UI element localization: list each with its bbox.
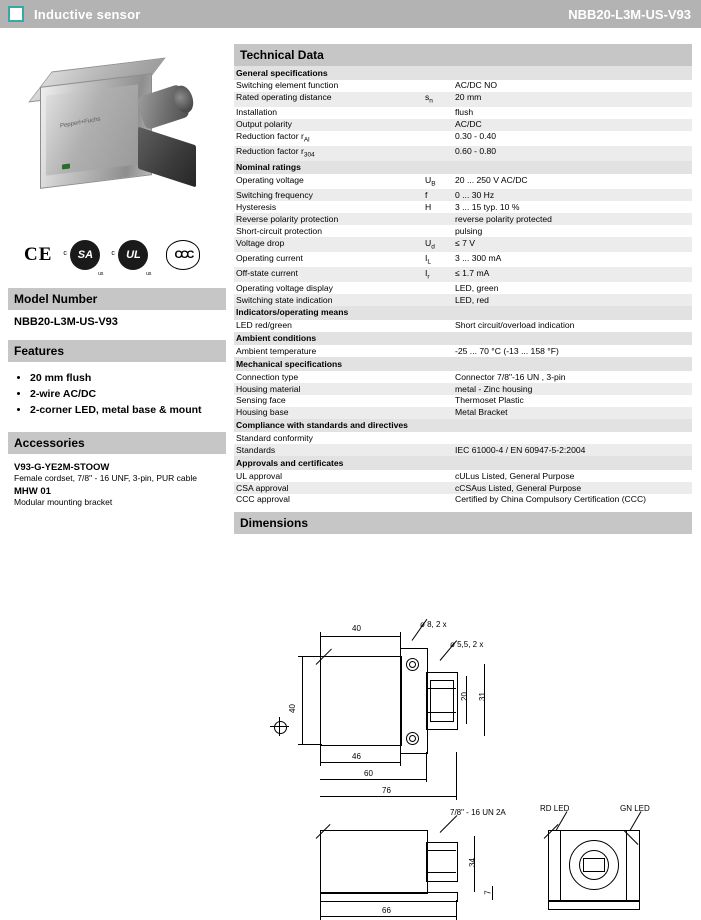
spec-value: Connector 7/8"-16 UN , 3-pin — [455, 371, 566, 382]
approval-logos — [8, 232, 226, 278]
technical-data-table — [234, 66, 692, 506]
spec-symbol — [423, 320, 453, 332]
spec-value: cCSAus Listed, General Purpose — [453, 482, 692, 494]
dim-line-40-side — [302, 656, 303, 744]
features-list — [14, 372, 220, 416]
top-view-hole-upper-inner — [409, 661, 416, 668]
spec-value: Metal Bracket — [453, 407, 692, 419]
side-view-thread-1 — [426, 850, 456, 851]
spec-symbol — [423, 225, 453, 237]
group-label: Compliance with standards and directives — [234, 419, 692, 433]
spec-symbol: $I_r$ — [423, 267, 453, 282]
spec-value: 20 mm — [453, 92, 692, 107]
spec-label: Hysteresis — [236, 201, 277, 212]
product-photo — [10, 38, 220, 228]
dim-label-hole55: ø 5,5, 2 x — [450, 639, 484, 649]
spec-value: metal - Zinc housing — [453, 383, 692, 395]
group-label: Mechanical specifications — [234, 357, 692, 371]
spec-symbol — [423, 213, 453, 225]
table-row — [234, 146, 692, 161]
table-row — [234, 119, 692, 131]
header-model-number: NBB20-L3M-US-V93 — [568, 6, 691, 22]
spec-label: Voltage drop — [234, 237, 423, 252]
right-column — [234, 44, 692, 915]
group-label: General specifications — [234, 66, 692, 80]
spec-value: ≤ 7 V — [453, 237, 692, 252]
spec-label: Reduction factor $r_{Al}$ — [236, 131, 310, 144]
spec-value: ≤ 1.7 mA — [453, 267, 692, 282]
leader-rd-led — [556, 811, 568, 831]
dim-ext-60-r — [426, 752, 427, 782]
table-row — [234, 371, 692, 383]
features-section — [8, 362, 226, 422]
spec-value: -25 ... 70 °C (-13 ... 158 °F) — [455, 345, 559, 356]
table-row — [234, 345, 692, 357]
center-mark-icon — [274, 721, 287, 734]
spec-label: Connection type — [236, 371, 299, 382]
spec-label: Standard conformity — [236, 433, 313, 444]
center-mark-v — [279, 717, 280, 736]
dim-label-thread: 7/8" - 16 UN 2A — [450, 807, 506, 817]
table-row — [234, 294, 692, 306]
spec-symbol — [423, 345, 453, 357]
spec-symbol — [423, 371, 453, 383]
spec-label: Short-circuit protection — [236, 225, 322, 236]
front-view-inner-left — [560, 830, 561, 900]
dim-line-76 — [320, 796, 456, 797]
page-title: Inductive sensor — [34, 6, 141, 22]
group-label: Ambient conditions — [234, 332, 692, 346]
list-item: • 20 mm flush — [30, 372, 220, 384]
dim-ext-40-right — [400, 632, 401, 656]
side-view-connector — [426, 842, 458, 882]
ul-mark-suffix: us — [146, 271, 152, 277]
spec-value: reverse polarity protected — [453, 213, 692, 225]
table-row — [234, 407, 692, 419]
dim-ext-46-r — [400, 744, 401, 766]
accessories-section — [8, 454, 226, 512]
side-view-base — [320, 892, 458, 902]
spec-value: LED, red — [453, 294, 692, 306]
spec-symbol: f — [423, 189, 453, 201]
spec-label: CCC approval — [236, 494, 290, 505]
table-row — [234, 201, 692, 213]
dim-label-hole8: ø 8, 2 x — [420, 619, 447, 629]
dim-label-60: 60 — [364, 768, 373, 778]
dim-label-34: 34 — [467, 857, 477, 867]
table-row — [234, 494, 692, 506]
table-row — [234, 470, 692, 482]
table-row — [234, 267, 692, 282]
model-number-section — [8, 310, 226, 330]
spec-symbol — [423, 107, 453, 119]
spec-value: IEC 61000-4 / EN 60947-5-2:2004 — [453, 444, 692, 456]
spec-label: Ambient temperature — [236, 345, 317, 356]
table-row — [234, 225, 692, 237]
spec-symbol — [423, 131, 453, 146]
dim-label-40-top: 40 — [352, 623, 361, 633]
spec-symbol — [423, 395, 453, 407]
dim-ext-66-r — [456, 900, 457, 920]
spec-label: Housing base — [234, 407, 423, 419]
csa-mark-prefix: c — [63, 250, 67, 257]
side-view-body — [320, 830, 428, 894]
spec-value — [453, 432, 692, 444]
table-row — [234, 444, 692, 456]
sensor-sensing-face — [46, 84, 138, 175]
table-row — [234, 383, 692, 395]
ce-mark-icon: CE — [24, 244, 53, 265]
page-header — [0, 0, 701, 28]
spec-symbol — [423, 119, 453, 131]
dim-line-46 — [320, 762, 400, 763]
top-view-body — [320, 656, 402, 746]
model-number-value: NBB20-L3M-US-V93 — [14, 316, 118, 328]
spec-label: Operating voltage display — [236, 282, 333, 293]
spec-label: Reverse polarity protection — [234, 213, 423, 225]
spec-symbol: $U_d$ — [423, 237, 453, 252]
table-row — [234, 482, 692, 494]
spec-label: Output polarity — [234, 119, 423, 131]
spec-value: 20 ... 250 V AC/DC — [455, 174, 528, 185]
spec-label: Standards — [234, 444, 423, 456]
spec-value: flush — [455, 107, 474, 118]
spec-label: Sensing face — [236, 395, 286, 406]
table-row — [234, 320, 692, 332]
table-row — [234, 332, 692, 346]
accessory-description: Modular mounting bracket — [14, 497, 113, 507]
dim-ext-40-left — [320, 632, 321, 656]
table-row — [234, 161, 692, 175]
spec-label: CSA approval — [234, 482, 423, 494]
sensor-square-icon — [8, 6, 24, 22]
list-item: • 2-corner LED, metal base & mount — [30, 404, 220, 416]
table-row — [234, 419, 692, 433]
spec-value: LED, green — [455, 282, 499, 293]
sensor-mounting-bracket — [138, 127, 196, 188]
dim-ext-46-l — [320, 744, 321, 766]
table-row — [234, 395, 692, 407]
leader-gn-led — [630, 811, 642, 831]
spec-symbol — [423, 407, 453, 419]
spec-value: Certified by China Compulsory Certification (CCC) — [455, 494, 647, 505]
ccc-mark-icon: CCC — [166, 240, 200, 270]
spec-value: 0.60 - 0.80 — [453, 146, 692, 161]
spec-value: pulsing — [455, 225, 483, 236]
dim-ext-40-bot — [298, 744, 322, 745]
spec-label: Switching frequency — [234, 189, 423, 201]
left-column — [8, 34, 226, 512]
front-view-sensing-rect — [583, 858, 605, 872]
dim-label-66: 66 — [382, 905, 391, 915]
side-view-thread-2 — [426, 872, 456, 873]
group-label: Nominal ratings — [234, 161, 692, 175]
spec-label: Rated operating distance — [234, 92, 423, 107]
spec-symbol — [423, 80, 453, 92]
dim-ext-66-l — [320, 900, 321, 920]
group-label: Approvals and certificates — [234, 456, 692, 470]
technical-data-heading: Technical Data — [234, 44, 692, 66]
spec-symbol: $U_B$ — [425, 174, 436, 188]
dim-line-66 — [320, 916, 456, 917]
spec-value: 0.30 - 0.40 — [455, 131, 497, 142]
dim-line-60 — [320, 779, 426, 780]
leader-thread — [440, 815, 458, 833]
spec-value: AC/DC — [453, 119, 692, 131]
table-row — [234, 357, 692, 371]
spec-value: AC/DC NO — [455, 80, 498, 91]
dim-ext-76-r — [456, 752, 457, 800]
top-view-connector-inner — [430, 680, 454, 722]
table-row — [234, 237, 692, 252]
spec-symbol — [423, 146, 453, 161]
spec-symbol — [423, 470, 453, 482]
table-row — [234, 213, 692, 225]
dim-label-20: 20 — [459, 691, 469, 701]
spec-value: 3 ... 15 typ. 10 % — [455, 201, 520, 212]
spec-value: Short circuit/overload indication — [455, 320, 575, 331]
spec-symbol — [423, 294, 453, 306]
spec-value: cULus Listed, General Purpose — [455, 470, 575, 481]
dim-label-46: 46 — [352, 751, 361, 761]
ul-mark-text: UL — [126, 249, 141, 261]
accessory-name: MHW 01 — [14, 486, 51, 497]
top-view-connector-line-1 — [426, 688, 456, 689]
csa-mark-suffix: us — [98, 271, 104, 277]
top-view-connector-line-2 — [426, 712, 456, 713]
spec-symbol — [423, 432, 453, 444]
spec-label: Switching element function — [236, 80, 339, 91]
spec-label: Off-state current — [234, 267, 423, 282]
csa-mark-icon — [63, 240, 104, 277]
front-view-base — [548, 900, 640, 910]
spec-label: Switching state indication — [234, 294, 423, 306]
accessories-heading: Accessories — [8, 432, 226, 454]
spec-symbol — [423, 444, 453, 456]
table-row — [234, 189, 692, 201]
spec-symbol — [423, 282, 453, 294]
table-row — [234, 432, 692, 444]
table-row — [234, 131, 692, 146]
dim-label-76: 76 — [382, 785, 391, 795]
spec-label: Operating voltage — [236, 174, 304, 185]
features-heading: Features — [8, 340, 226, 362]
front-view-inner-right — [626, 830, 627, 900]
dimension-drawings — [234, 536, 692, 915]
spec-symbol: H — [425, 201, 432, 212]
spec-symbol — [423, 383, 453, 395]
spec-value: 3 ... 300 mA — [455, 252, 502, 263]
table-row — [234, 306, 692, 320]
spec-label: Operating current — [236, 252, 303, 263]
dim-ext-40-top — [298, 656, 322, 657]
ul-mark-prefix: c — [111, 250, 115, 257]
dim-line-40-top — [320, 636, 400, 637]
spec-label: LED red/green — [236, 320, 292, 331]
table-row — [234, 174, 692, 189]
dim-label-gn-led: GN LED — [620, 803, 650, 813]
dim-label-rd-led: RD LED — [540, 803, 570, 813]
dim-label-31: 31 — [477, 691, 487, 701]
spec-symbol: $I_L$ — [425, 252, 432, 266]
csa-mark-text: SA — [77, 249, 94, 261]
group-label: Indicators/operating means — [234, 306, 692, 320]
top-view-hole-lower-inner — [409, 735, 416, 742]
accessory-name: V93-G-YE2M-STOOW — [14, 462, 110, 473]
table-row — [234, 66, 692, 80]
spec-label: UL approval — [236, 470, 283, 481]
table-row — [234, 92, 692, 107]
spec-symbol — [423, 482, 453, 494]
spec-label: Installation — [236, 107, 278, 118]
accessory-description: Female cordset, 7/8" - 16 UNF, 3-pin, PUR cable — [14, 473, 198, 483]
table-row — [234, 252, 692, 267]
spec-label: Reduction factor $r_{304}$ — [234, 146, 423, 161]
dim-label-7: 7 — [483, 890, 493, 895]
spec-label: Housing material — [234, 383, 423, 395]
list-item: • 2-wire AC/DC — [30, 388, 220, 400]
table-row — [234, 456, 692, 470]
model-number-heading: Model Number — [8, 288, 226, 310]
table-row — [234, 282, 692, 294]
table-row — [234, 80, 692, 92]
table-row — [234, 107, 692, 119]
spec-symbol: $s_n$ — [423, 92, 453, 107]
ul-mark-icon — [111, 240, 152, 277]
spec-symbol — [423, 494, 453, 506]
spec-value: Thermoset Plastic — [455, 395, 524, 406]
dimensions-heading: Dimensions — [234, 512, 692, 534]
sensor-led-indicator — [62, 164, 70, 170]
spec-value: 0 ... 30 Hz — [453, 189, 692, 201]
dim-label-40-side: 40 — [287, 703, 297, 713]
sensor-brand-label: Pepperl+Fuchs — [59, 116, 101, 130]
